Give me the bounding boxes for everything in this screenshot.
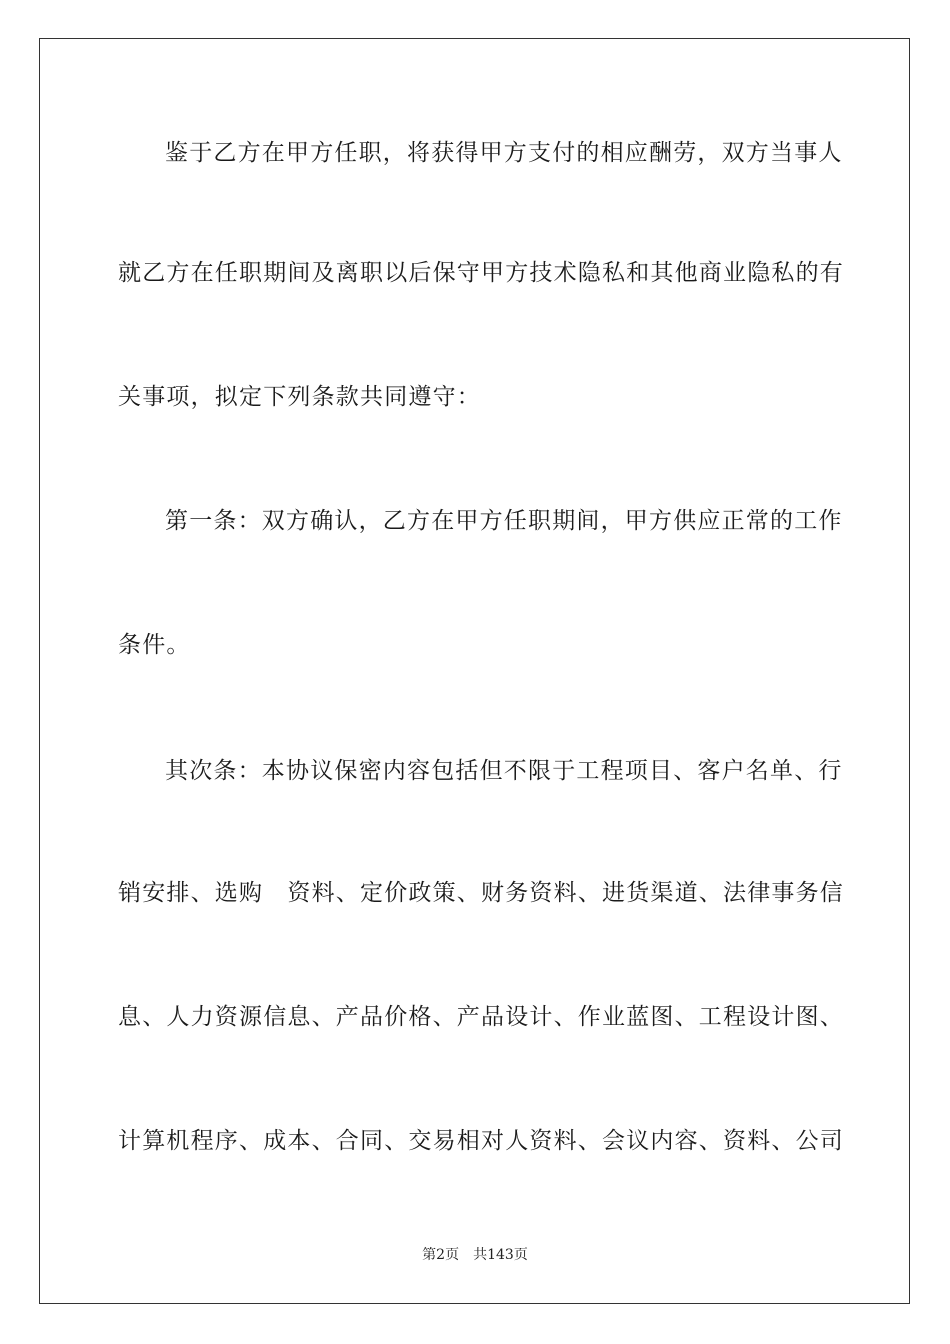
text-line-1: 鉴于乙方在甲方任职，将获得甲方支付的相应酬劳，双方当事人 [165, 140, 843, 166]
text-line-3: 关事项，拟定下列条款共同遵守： [118, 384, 481, 410]
text-line-6: 其次条：本协议保密内容包括但不限于工程项目、客户名单、行 [165, 758, 843, 784]
page-border [39, 38, 910, 1304]
text-line-5: 条件。 [118, 632, 191, 658]
page-footer [0, 1246, 950, 1264]
page-number-current: 第2页 [422, 1247, 460, 1263]
text-line-9: 计算机程序、成本、合同、交易相对人资料、会议内容、资料、公司 [118, 1128, 844, 1154]
text-line-2: 就乙方在任职期间及离职以后保守甲方技术隐私和其他商业隐私的有 [118, 260, 844, 286]
text-line-8: 息、人力资源信息、产品价格、产品设计、作业蓝图、工程设计图、 [118, 1004, 844, 1030]
text-line-4: 第一条：双方确认，乙方在甲方任职期间，甲方供应正常的工作 [165, 508, 843, 534]
text-line-7: 销安排、选购 资料、定价政策、财务资料、进货渠道、法律事务信 [118, 880, 844, 906]
page-number-total: 共143页 [473, 1247, 528, 1263]
